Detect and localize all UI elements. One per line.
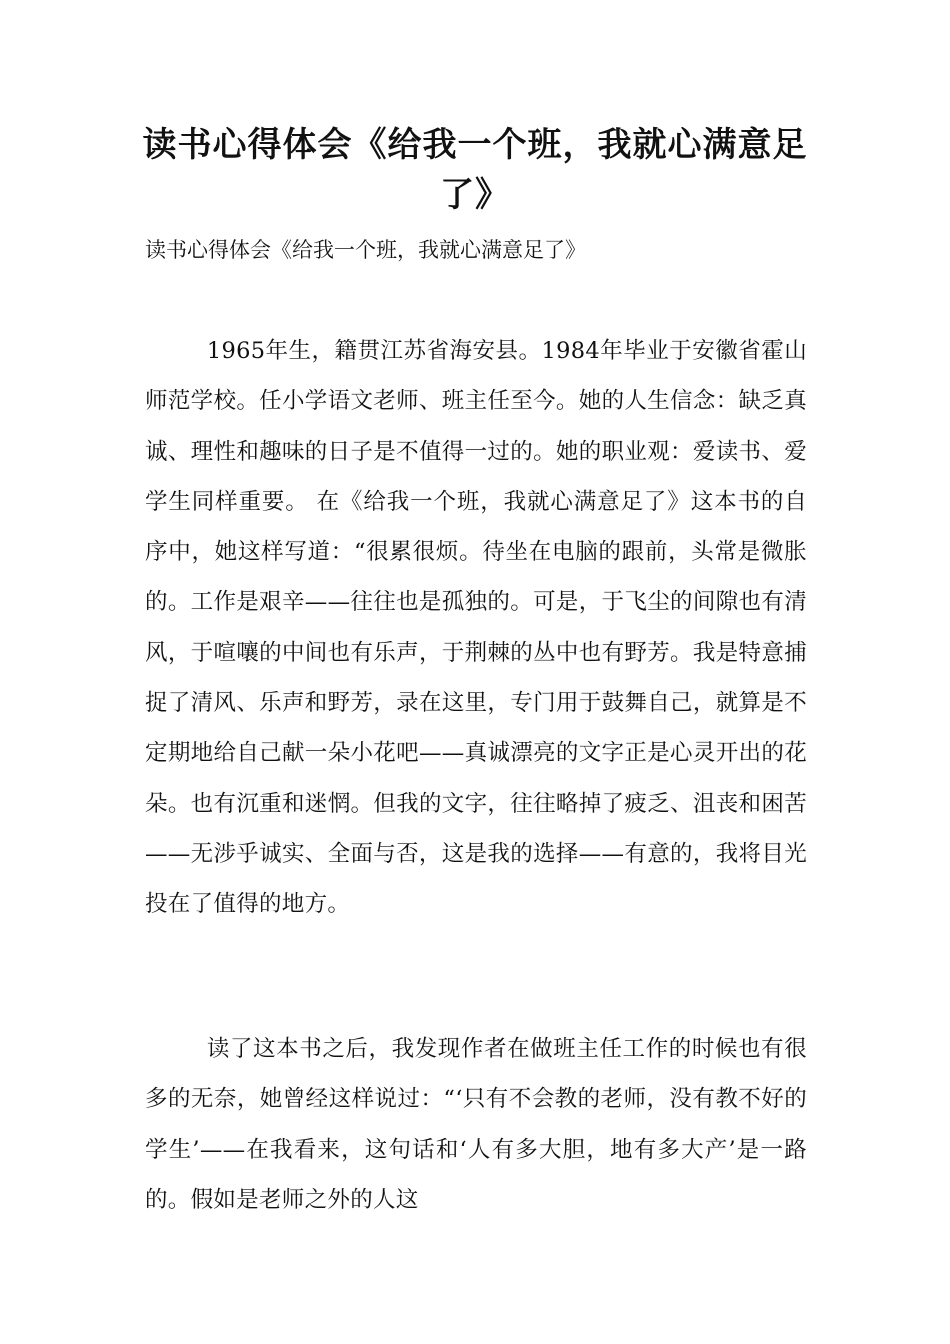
body-paragraph-1: 1965年生，籍贯江苏省海安县。1984年毕业于安徽省霍山师范学校。任小学语文老师、班主任至今。她的人生信念：缺乏真诚、理性和趣味的日子是不值得一过的。她的职业观：爱读书、爱学生同样重要。 在《给我一个班，我就心满意足了》这本书的自序中，她这样写道：“很累很烦。待坐在电脑的跟前，头常是微胀的。工作是艰辛——往往也是孤独的。可是，于飞尘的间隙也有清风，于喧嚷的中间也有乐声，于荆棘的丛中也有野芳。我是特意捕捉了清风、乐声和野芳，录在这里，专门用于鼓舞自己，就算是不定期地给自己献一朵小花吧——真诚漂亮的文字正是心灵开出的花朵。也有沉重和迷惘。但我的文字，往往略掉了疲乏、沮丧和困苦——无涉乎诚实、全面与否，这是我的选择——有意的，我将目光投在了值得的地方。 — [145, 338, 807, 918]
document-subtitle: 读书心得体会《给我一个班，我就心满意足了》 — [145, 238, 586, 262]
document-title: 读书心得体会《给我一个班，我就心满意足了》 — [142, 125, 808, 215]
body-paragraph-2: 读了这本书之后，我发现作者在做班主任工作的时候也有很多的无奈，她曾经这样说过：“‘只有不会教的老师，没有教不好的学生’——在我看来，这句话和‘人有多大胆，地有多大产’是一路的。假如是老师之外的人这 — [145, 1036, 807, 1213]
